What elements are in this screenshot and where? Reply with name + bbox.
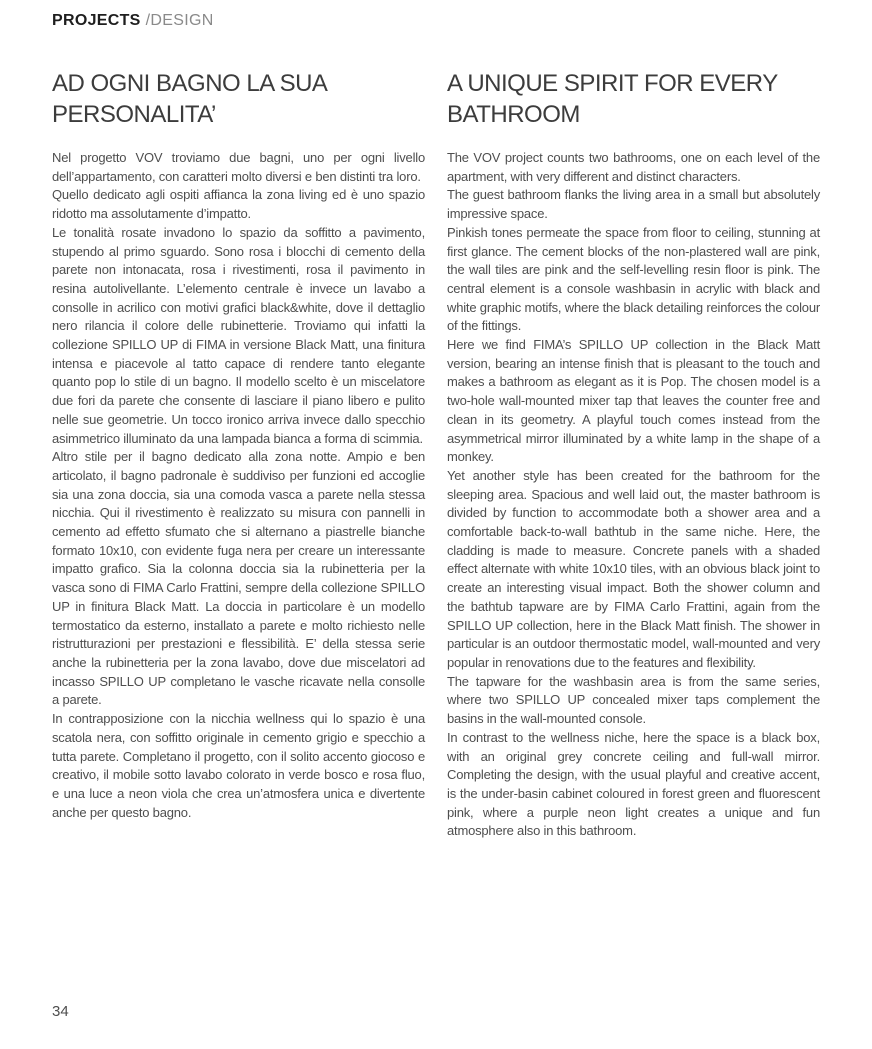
page-number: 34 [52, 1003, 69, 1020]
paragraph: The tapware for the washbasin area is from the same series, where two SPILLO UP concealed mixer taps complement the basins in the wall-mounted console. [447, 673, 820, 727]
article-body-italian [52, 149, 425, 822]
paragraph: Pinkish tones permeate the space from floor to ceiling, stunning at first glance. The cement blocks of the non-plastered wall are pink, the wall tiles are pink and the self-levelling resin floor is pink. The central element is a console washbasin in acrylic with black and white graphic motifs, where the black detailing reinforces the colour of the fittings. [447, 224, 820, 334]
paragraph: Yet another style has been created for the bathroom for the sleeping area. Spacious and well laid out, the master bathroom is divided by function to accommodate both a shower area and a comfortable back-to-wall bathtub in the same niche. Here, the cladding is made to measure. Concrete panels with a shaded effect alternate with white 10x10 tiles, with an obvious black joint to create an interesting visual impact. Both the shower column and the bathtub tapware are by FIMA Carlo Frattini, again from the SPILLO UP collection, here in the Black Matt finish. The shower in particular is an outdoor thermostatic model, wall-mounted and very popular in renovations due to the features and flexibility. [447, 467, 820, 670]
title-line: A UNIQUE SPIRIT FOR EVERY [447, 70, 778, 97]
breadcrumb [52, 12, 214, 30]
paragraph: Le tonalità rosate invadono lo spazio da soffitto a pavimento, stupendo al primo sguardo. Sono rosa i blocchi di cemento della parete non intonacata, rosa i rivestimenti, rosa il pavimento in resina autolivellante. L’elemento centrale è invece un lavabo a consolle in acrilico con motivi grafici black&white, dove il dettaglio nero rilancia il colore delle rubinetterie. Troviamo qui infatti la collezione SPILLO UP di FIMA in versione Black Matt, una finitura intensa e piacevole al tatto capace di rendere tanto elegante quanto pop lo stile di un bagno. Il modello scelto è un miscelatore due fori da parete che consente di lasciare il piano libero e pulito nelle sue geometrie. Un tocco ironico arriva invece dallo specchio asimmetrico illuminato da una lampada bianca a forma di scimmia. [52, 224, 425, 446]
title-line: AD OGNI BAGNO LA SUA [52, 70, 328, 97]
article-title-english [447, 68, 820, 130]
paragraph: Altro stile per il bagno dedicato alla zona notte. Ampio e ben articolato, il bagno padronale è suddiviso per funzioni ed accoglie sia una zona doccia, sia una comoda vasca a parete nella stessa nicchia. Qui il rivestimento è realizzato su misura con pannelli in cemento ad effetto sfumato che si alternano a piastrelle bianche formato 10x10, con evidente fuga nera per creare un interessante impatto grafico. Sia la colonna doccia sia la rubinetteria per la vasca sono di FIMA Carlo Frattini, sempre della collezione SPILLO UP in finitura Black Matt. La doccia in particolare è un modello termostatico da esterno, installato a parete e molto richiesto nelle ristrutturazioni per prestazioni e flessibilità. E’ della stessa serie anche la rubinetteria per la zona lavabo, dove due miscelatori ad incasso SPILLO UP completano le vasche ricavate nella consolle a parete. [52, 449, 425, 708]
section-label: PROJECTS [52, 12, 141, 29]
paragraph: The guest bathroom flanks the living area in a small but absolutely impressive space. [447, 187, 820, 222]
paragraph: In contrapposizione con la nicchia wellness qui lo spazio è una scatola nera, con soffitto originale in cemento grigio e specchio a tutta parete. Completano il progetto, con il solito accento giocoso e creativo, il mobile sotto lavabo colorato in verde bosco e rosa fluo, e una luce a neon viola che crea un’atmosfera unica e divertente anche per questo bagno. [52, 711, 425, 820]
paragraph: Nel progetto VOV troviamo due bagni, uno per ogni livello dell’appartamento, con caratteri molto diversi e ben distinti tra loro. [52, 150, 425, 184]
article-italian [52, 68, 425, 841]
title-line: PERSONALITA’ [52, 101, 216, 128]
paragraph: Here we find FIMA’s SPILLO UP collection in the Black Matt version, bearing an intense finish that is pleasant to the touch and makes a bathroom as elegant as it is Pop. The chosen model is a two-hole wall-mounted mixer tap that leaves the counter free and clean in its geometry. A playful touch comes instead from the asymmetrical mirror illuminated by a white lamp in the shape of a monkey. [447, 337, 820, 465]
article-body-english [447, 149, 820, 841]
article-title-italian [52, 68, 425, 130]
subsection-label: /DESIGN [145, 12, 214, 29]
paragraph: Quello dedicato agli ospiti affianca la zona living ed è uno spazio ridotto ma assolutamente d’impatto. [52, 187, 425, 222]
article-columns [52, 68, 820, 841]
title-line: BATHROOM [447, 101, 580, 128]
article-english [447, 68, 820, 841]
paragraph: In contrast to the wellness niche, here the space is a black box, with an original grey concrete ceiling and full-wall mirror. Completing the design, with the usual playful and creative accent, is the under-basin cabinet coloured in forest green and fluorescent pink, where a purple neon light creates a unique and fun atmosphere also in this bathroom. [447, 729, 820, 839]
paragraph: The VOV project counts two bathrooms, one on each level of the apartment, with very different and distinct characters. [447, 150, 820, 184]
